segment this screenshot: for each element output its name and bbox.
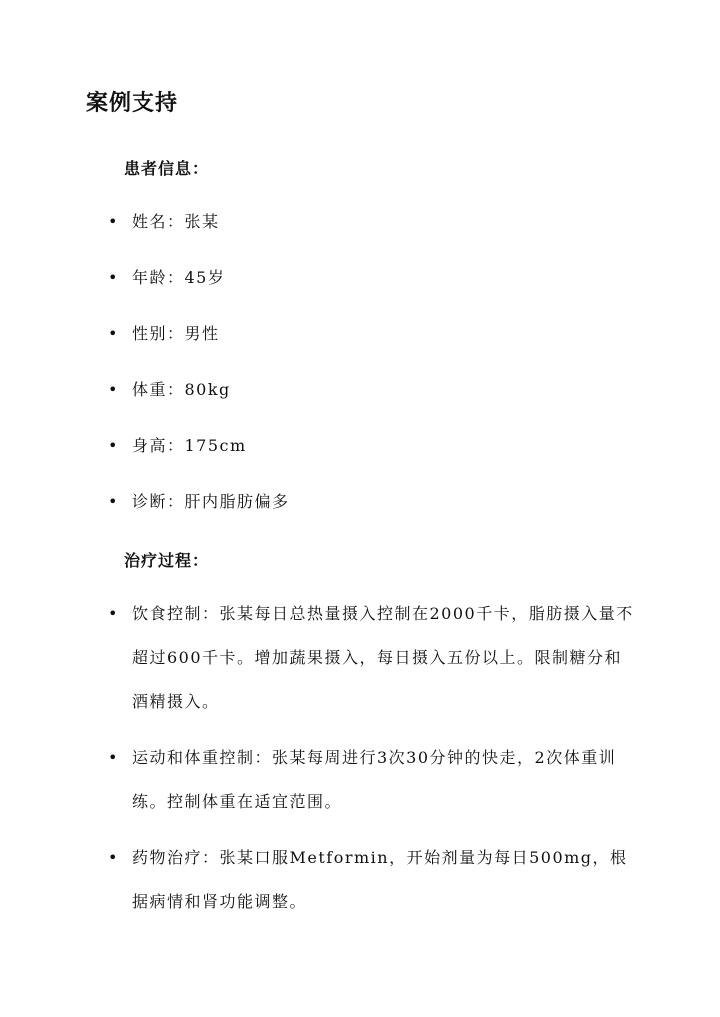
diet-control-text: 饮食控制：张某每日总热量摄入控制在2000千卡，脂肪摄入量不超过600千卡。增加蔬果摄入，每日摄入五份以上。限制糖分和酒精摄入。 bbox=[132, 604, 634, 711]
list-item bbox=[108, 592, 638, 724]
bullet-icon: • bbox=[108, 848, 119, 867]
patient-diagnosis-text: 诊断：肝内脂肪偏多 bbox=[132, 492, 290, 511]
list-item bbox=[108, 736, 638, 824]
bullet-icon: • bbox=[108, 324, 119, 343]
bullet-icon: • bbox=[108, 748, 119, 767]
patient-weight-text: 体重：80kg bbox=[132, 380, 231, 399]
list-item bbox=[108, 200, 638, 244]
bullet-icon: • bbox=[108, 492, 119, 511]
list-item bbox=[108, 368, 638, 412]
exercise-control-text: 运动和体重控制：张某每周进行3次30分钟的快走，2次体重训练。控制体重在适宜范围。 bbox=[132, 748, 617, 811]
bullet-icon: • bbox=[108, 380, 119, 399]
bullet-icon: • bbox=[108, 212, 119, 231]
list-item bbox=[108, 256, 638, 300]
treatment-process-heading: 治疗过程： bbox=[124, 551, 210, 570]
list-item bbox=[108, 312, 638, 356]
patient-name-text: 姓名：张某 bbox=[132, 212, 220, 231]
medication-text: 药物治疗：张某口服Metformin，开始剂量为每日500mg，根据病情和肾功能调整。 bbox=[132, 848, 628, 911]
list-item bbox=[108, 480, 638, 524]
list-item bbox=[108, 836, 638, 924]
patient-height-text: 身高：175cm bbox=[132, 436, 247, 455]
patient-age-text: 年龄：45岁 bbox=[132, 268, 226, 287]
bullet-icon: • bbox=[108, 604, 119, 623]
bullet-icon: • bbox=[108, 436, 119, 455]
bullet-icon: • bbox=[108, 268, 119, 287]
document-title: 案例支持 bbox=[86, 90, 179, 116]
list-item bbox=[108, 424, 638, 468]
patient-info-heading: 患者信息： bbox=[124, 159, 210, 178]
patient-gender-text: 性别：男性 bbox=[132, 324, 220, 343]
